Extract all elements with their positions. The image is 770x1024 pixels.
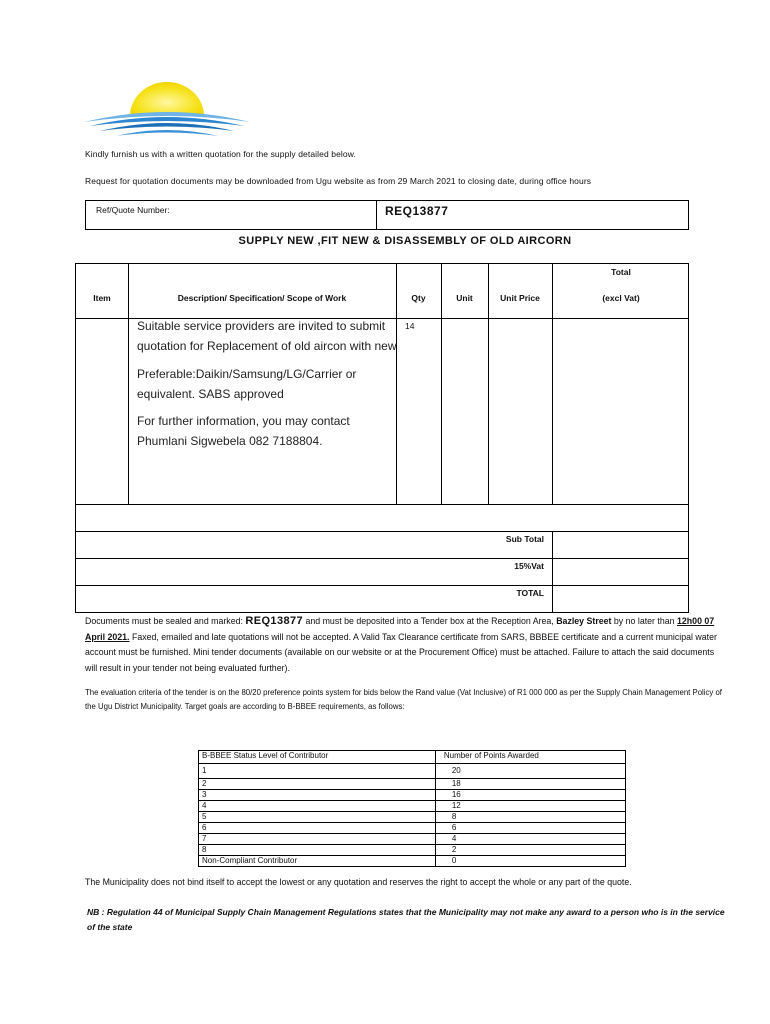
bbbee-level: 1: [199, 764, 436, 779]
header-description: Description/ Specification/ Scope of Work: [177, 293, 347, 303]
vat-label: 15%Vat: [514, 561, 544, 571]
table-row: [199, 856, 626, 867]
bbbee-level: 6: [199, 823, 436, 834]
quotation-table: [75, 263, 689, 613]
bbbee-points: 4: [435, 834, 625, 845]
table-row: [199, 845, 626, 856]
supply-title: SUPPLY NEW ,FIT NEW & DISASSEMBLY OF OLD AIRCORN: [238, 235, 572, 247]
ref-number: REQ13877: [385, 204, 449, 218]
bbbee-level: 5: [199, 812, 436, 823]
bbbee-level: 3: [199, 790, 436, 801]
bbbee-level: 8: [199, 845, 436, 856]
table-row: [199, 812, 626, 823]
sun-horizon-icon: [82, 78, 252, 138]
ref-label: Ref/Quote Number:: [96, 205, 170, 215]
table-row: [199, 801, 626, 812]
table-row: [199, 823, 626, 834]
bbbee-points-table: [198, 750, 626, 867]
header-total: Total: [611, 267, 631, 277]
bbbee-points: 6: [435, 823, 625, 834]
table-row: [199, 834, 626, 845]
sub-total-label: Sub Total: [505, 534, 544, 544]
municipality-disclaimer: The Municipality does not bind itself to accept the lowest or any quotation and reserves the right to accept the whole or any part of the quote.: [85, 877, 632, 887]
nb-regulation-note: NB : Regulation 44 of Municipal Supply Chain Management Regulations states that the Municipality may not make any award to a person who is in the service of the state: [87, 907, 725, 932]
table-row: [199, 764, 626, 779]
submission-notice: Documents must be sealed and marked: REQ13877 and must be deposited into a Tender box at the Reception Area, Bazley Street by no later than 12h00 07 April 2021. Faxed, emailed and late quotations will not be accepted. A Valid Tax Clearance certificate from SARS, BBBEE certificate and a current municipal water account must be furnished. Mini tender documents (available on our website or at the Procurement Office) must be attached. Failure to attach the said documents will result in your tender not being evaluated further).: [85, 615, 717, 673]
table-row: [199, 790, 626, 801]
header-unit-price: Unit Price: [500, 293, 540, 303]
bbbee-points: 12: [435, 801, 625, 812]
table-row: [199, 779, 626, 790]
evaluation-criteria: The evaluation criteria of the tender is on the 80/20 preference points system for bids below the Rand value (Vat Inclusive) of R1 000 000 as per the Supply Chain Management Policy of the Ugu District Municipality. Target goals are according to B-BBEE requirements, as follows:: [85, 688, 722, 711]
bbbee-points: 20: [435, 764, 625, 779]
item-qty: 14: [405, 321, 415, 331]
item-description-3: For further information, you may contact Phumlani Sigwebela 082 7188804.: [137, 414, 350, 448]
total-label: TOTAL: [516, 588, 544, 598]
ref-quote-box: [85, 200, 689, 230]
intro-line-1: Kindly furnish us with a written quotation for the supply detailed below.: [85, 149, 356, 159]
item-description-2: Preferable:Daikin/Samsung/LG/Carrier or equivalent. SABS approved: [137, 367, 357, 401]
bbbee-level: 2: [199, 779, 436, 790]
bbbee-header-row: [199, 751, 626, 764]
bbbee-header-points: Number of Points Awarded: [435, 751, 625, 764]
intro-line-2: Request for quotation documents may be downloaded from Ugu website as from 29 March 2021 to closing date, during office hours: [85, 176, 592, 186]
header-unit: Unit: [456, 293, 473, 303]
header-qty: Qty: [411, 293, 426, 303]
item-description-1: Suitable service providers are invited to submit quotation for Replacement of old aircon with new: [137, 319, 397, 353]
bbbee-level: 4: [199, 801, 436, 812]
bbbee-level: Non-Compliant Contributor: [199, 856, 436, 867]
bbbee-points: 16: [435, 790, 625, 801]
header-excl-vat: (excl Vat): [602, 293, 640, 303]
municipality-logo: [82, 78, 252, 138]
bbbee-points: 18: [435, 779, 625, 790]
bbbee-points: 0: [435, 856, 625, 867]
bbbee-header-level: B-BBEE Status Level of Contributor: [199, 751, 436, 764]
bbbee-points: 2: [435, 845, 625, 856]
bbbee-points: 8: [435, 812, 625, 823]
header-item: Item: [93, 293, 111, 303]
bbbee-level: 7: [199, 834, 436, 845]
